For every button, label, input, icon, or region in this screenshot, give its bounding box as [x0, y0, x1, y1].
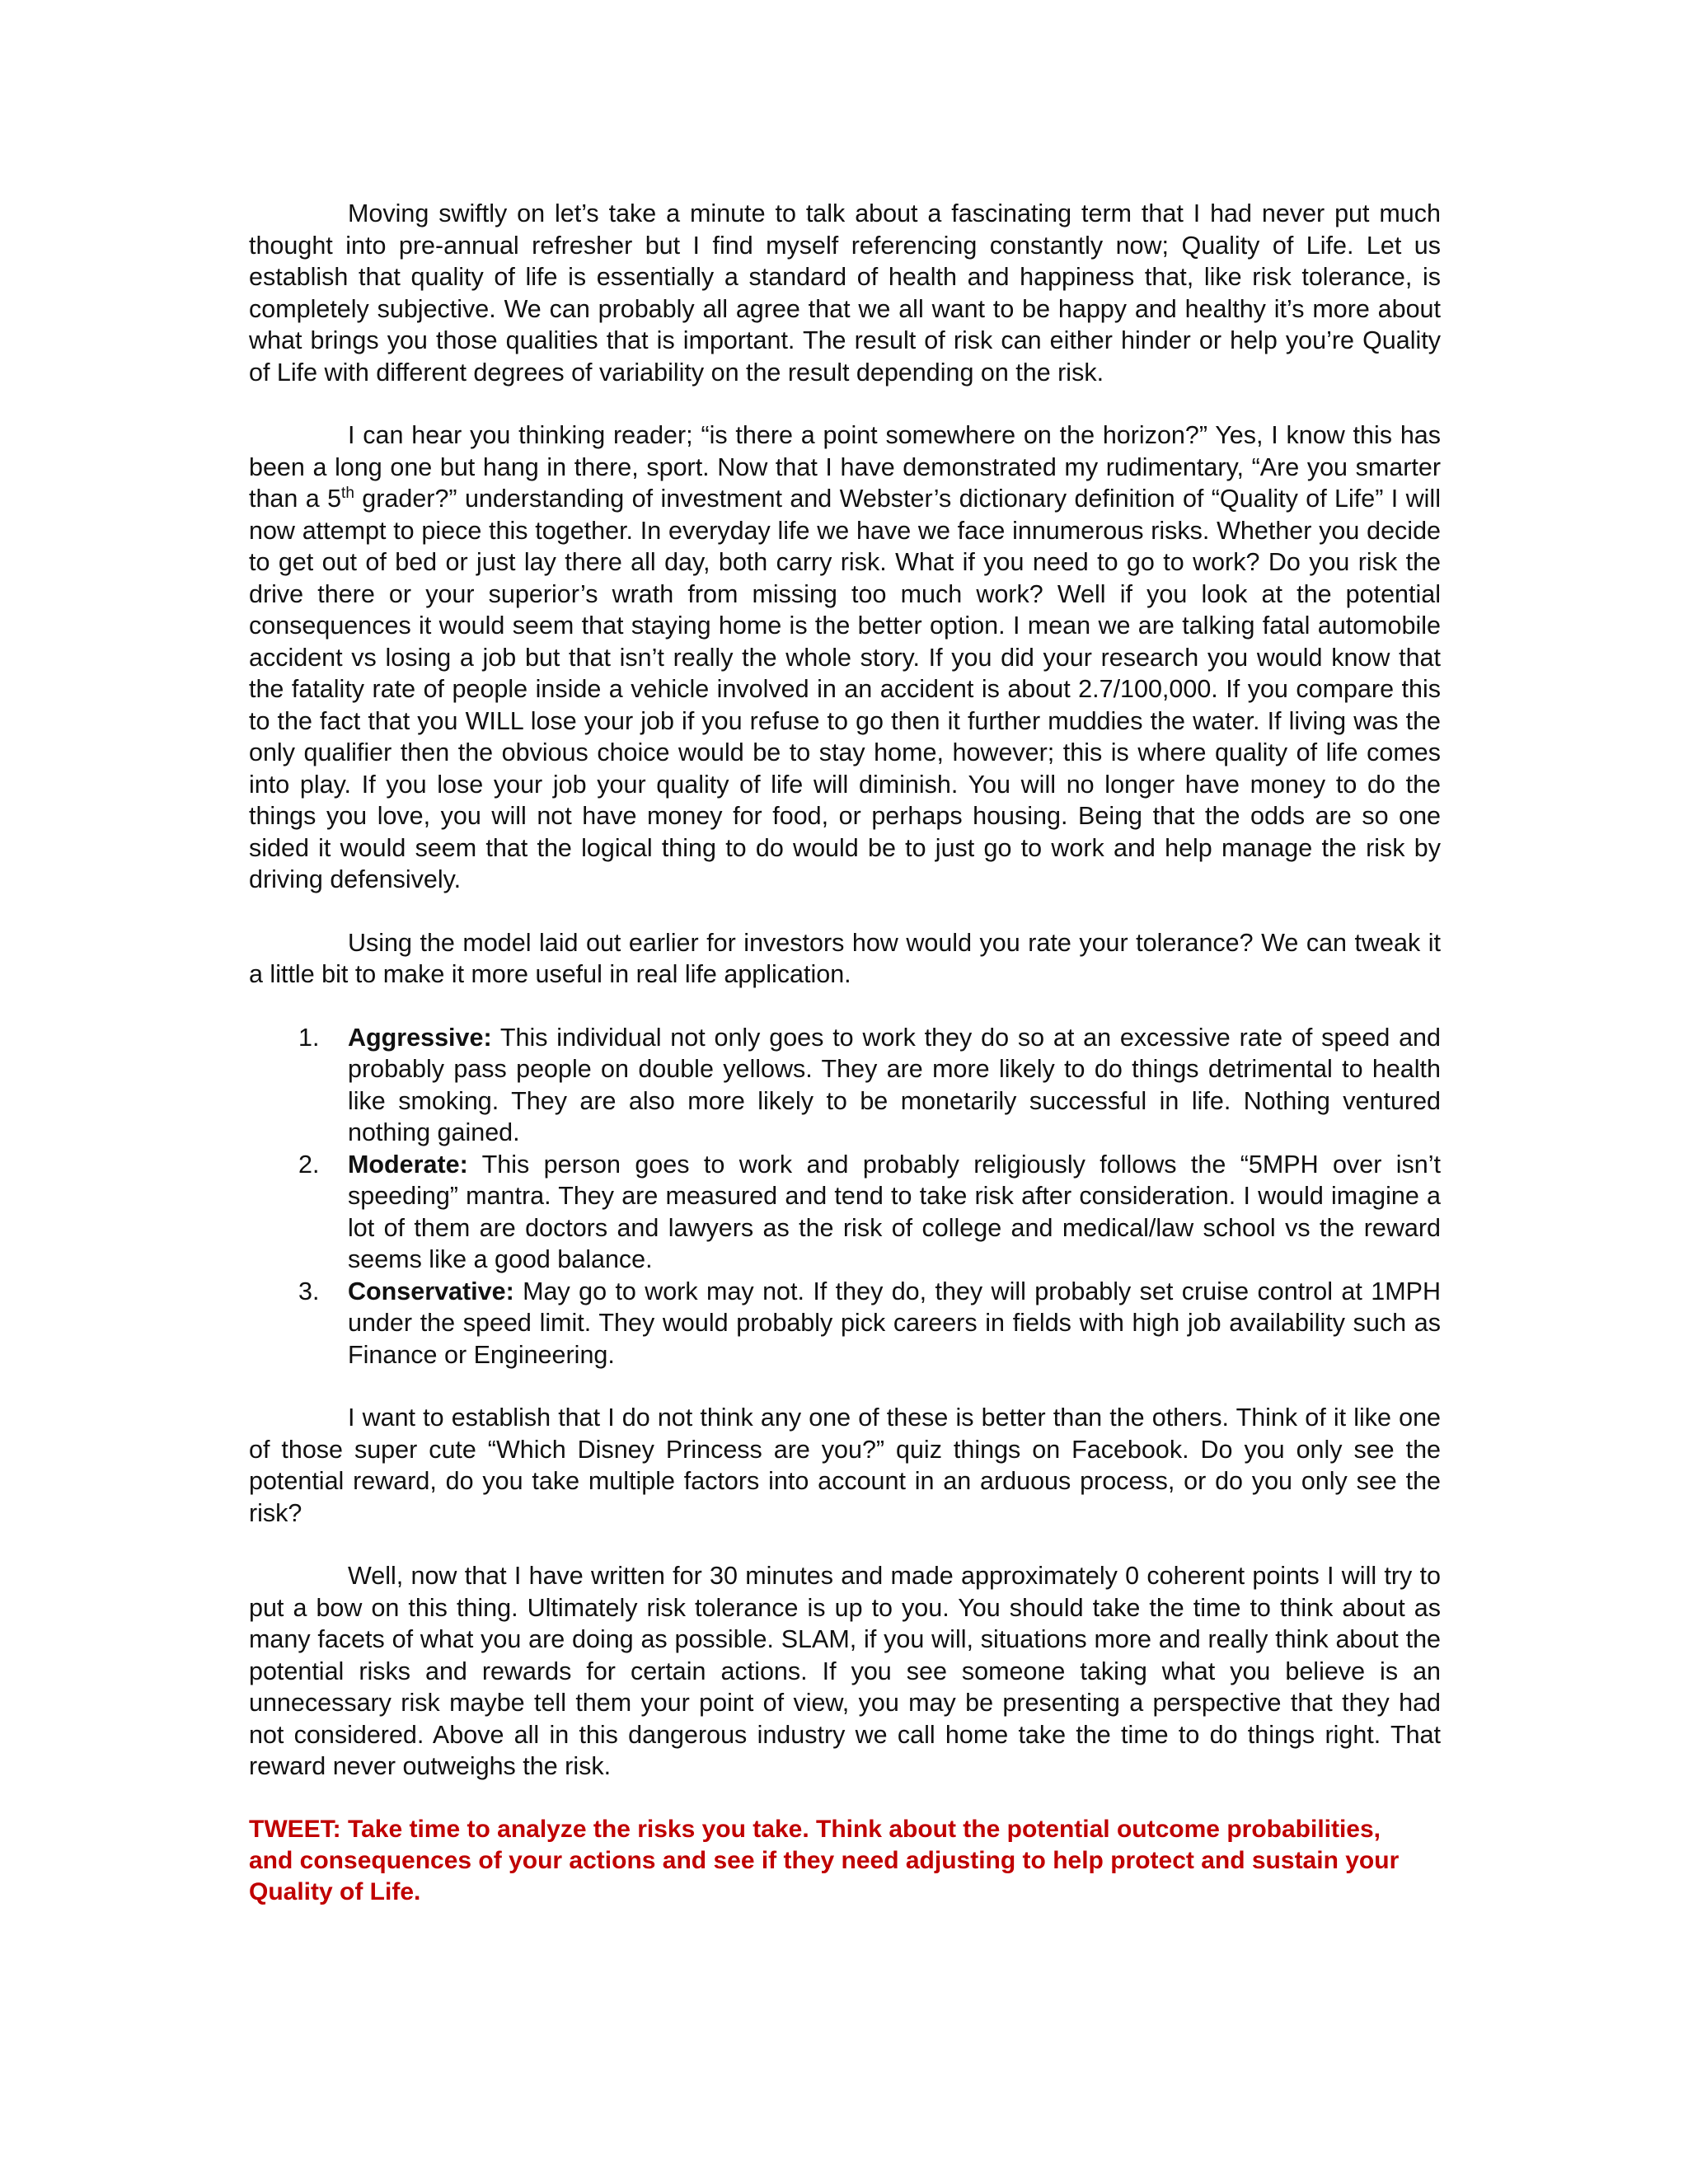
list-text-moderate: This person goes to work and probably religiously follows the “5MPH over isn’t speeding” mantra. They are measured and tend to take risk after consideration. I would imagine a lot of them are doctors and lawyers as the risk of college and medical/law school vs the reward seems like a good balance. — [348, 1150, 1441, 1273]
risk-levels-list — [249, 1022, 1441, 1371]
list-number: 2. — [298, 1150, 320, 1179]
paragraph-which-princess: I want to establish that I do not think any one of these is better than the others. Think of it like one of those super cute “Which Disney Princess are you?” quiz things on Facebook. Do you only see the potential reward, do you take multiple factors into account in an arduous process, or do you only see the risk? — [249, 1404, 1441, 1527]
list-item-moderate — [249, 1149, 1441, 1276]
paragraph-tolerance-model: Using the model laid out earlier for investors how would you rate your tolerance? We can tweak it a little bit to make it more useful in real life application. — [249, 928, 1441, 988]
paragraph-everyday-risk-part1: I can hear you thinking reader; “is there a point somewhere on the horizon?” Yes, I know this has been a long one but hang in there, sport. Now that I have demonstrated my rudimentary, “Are you smarter than a 5 — [249, 421, 1441, 513]
paragraph-everyday-risk-part2: grader?” understanding of investment and Webster’s dictionary definition of “Quality of Life” I will now attempt to piece this together. In everyday life we have we face innumerous risks. Whether you decide to get out of bed or just lay there all day, both carry risk. What if you need to go to work? Do you risk the drive there or your superior’s wrath from missing too much work? Well if you look at the potential consequences it would seem that staying home is the better option. I mean we are talking fatal automobile accident vs losing a job but that isn’t really the whole story. If you did your research you would know that the fatality rate of people inside a vehicle involved in an accident is about 2.7/100,000. If you compare this to the fact that you WILL lose your job if you refuse to go then it further muddies the water. If living was the only qualifier then the obvious choice would be to stay home, however; this is where quality of life comes into play. If you lose your job your quality of life will diminish. You will no longer have money to do the things you love, you will not have money for food, or perhaps housing. Being that the odds are so one sided it would seem that the logical thing to do would be to just go to work and help manage the risk by driving defensively. — [249, 485, 1441, 893]
paragraph-everyday-risk — [249, 419, 1441, 896]
list-term-aggressive: Aggressive: — [348, 1023, 492, 1052]
paragraph-conclusion: Well, now that I have written for 30 minutes and made approximately 0 coherent points I will try to put a bow on this thing. Ultimately risk tolerance is up to you. You should take the time to think about as many facets of what you are doing as possible. SLAM, if you will, situations more and really think about the potential risks and rewards for certain actions. If you see someone taking what you believe is an unnecessary risk maybe tell them your point of view, you may be presenting a perspective that they had not considered. Above all in this dangerous industry we call home take the time to do things right. That reward never outweighs the risk. — [249, 1562, 1441, 1780]
superscript-th: th — [341, 485, 354, 502]
tweet-callout: TWEET: Take time to analyze the risks you take. Think about the potential outcome probabilities, and consequences of your actions and see if they need adjusting to help protect and sustain your Quality of Life. — [249, 1815, 1400, 1905]
document-page — [249, 198, 1441, 1908]
list-text-aggressive: This individual not only goes to work they do so at an excessive rate of speed and probably pass people on double yellows. They are more likely to do things detrimental to health like smoking. They are also more likely to be monetarily successful in life. Nothing ventured nothing gained. — [348, 1023, 1441, 1146]
paragraph-quality-of-life: Moving swiftly on let’s take a minute to talk about a fascinating term that I had never put much thought into pre-annual refresher but I find myself referencing constantly now; Quality of Life. Let us establish that quality of life is essentially a standard of health and happiness that, like risk tolerance, is completely subjective. We can probably all agree that we all want to be happy and healthy it’s more about what brings you those qualities that is important. The result of risk can either hinder or help you’re Quality of Life with different degrees of variability on the result depending on the risk. — [249, 199, 1441, 387]
list-number: 1. — [298, 1023, 320, 1052]
list-term-moderate: Moderate: — [348, 1150, 468, 1179]
list-term-conservative: Conservative: — [348, 1277, 514, 1305]
list-item-aggressive — [249, 1022, 1441, 1149]
list-item-conservative — [249, 1276, 1441, 1371]
list-text-conservative: May go to work may not. If they do, they will probably set cruise control at 1MPH under the speed limit. They would probably pick careers in fields with high job availability such as Finance or Engineering. — [348, 1277, 1441, 1369]
list-number: 3. — [298, 1277, 320, 1305]
